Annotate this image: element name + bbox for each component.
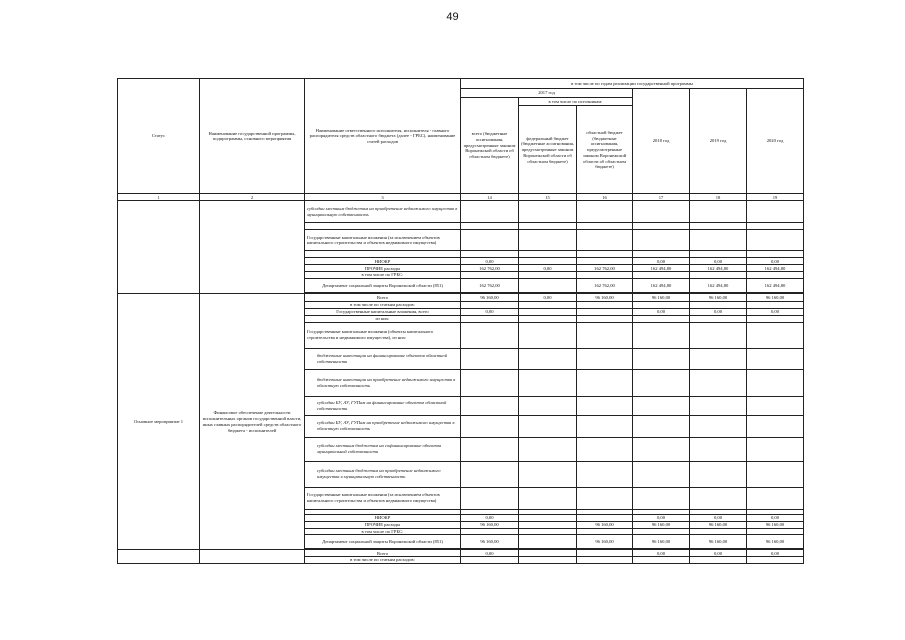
value-cell: 96 160,00 (461, 521, 519, 528)
value-cell: 162 762,00 (577, 279, 633, 293)
page-number: 49 (446, 11, 459, 23)
row-label: субсидии местным бюджетам на приобретение недвижимого имущества в муниципальную собственность (305, 461, 461, 487)
value-cell (577, 550, 633, 557)
value-cell (747, 528, 804, 535)
value-cell (633, 437, 690, 461)
value-cell: 96 160,00 (747, 535, 804, 549)
value-cell (461, 223, 519, 230)
value-cell: 96 160,00 (577, 521, 633, 528)
row-label: в том числе по ГРБС: (305, 528, 461, 535)
value-cell: 96 160,00 (577, 535, 633, 549)
value-cell (519, 521, 577, 528)
value-cell (461, 272, 519, 279)
value-cell (633, 230, 690, 251)
budget-table (117, 78, 804, 564)
value-cell (690, 437, 747, 461)
header-program: Наименование государственной программы, подпрограммы, основного мероприятия (200, 79, 305, 194)
row-label: бюджетные инвестиции на приобретение недвижимого имущества в областную собственность (305, 369, 461, 396)
value-cell: 162 762,00 (461, 279, 519, 293)
value-cell (519, 528, 577, 535)
status-cell (118, 201, 200, 294)
value-cell (519, 415, 577, 437)
row-label: НИОКР (305, 514, 461, 521)
value-cell (633, 461, 690, 487)
value-cell (690, 528, 747, 535)
value-cell (461, 251, 519, 258)
value-cell (577, 514, 633, 521)
value-cell (461, 201, 519, 223)
header-2018: 2018 год (633, 89, 690, 194)
row-label: Государственные капитальные вложения (за исключением объектов капитального строительства и объектов недвижимого имущества) (305, 230, 461, 251)
value-cell: 0,00 (633, 550, 690, 557)
value-cell: 96 160,00 (690, 294, 747, 302)
value-cell (519, 369, 577, 396)
value-cell: 162 762,00 (577, 265, 633, 272)
row-label: в том числе по ГРБС: (305, 272, 461, 279)
value-cell (577, 272, 633, 279)
value-cell (633, 223, 690, 230)
value-cell (747, 348, 804, 369)
value-cell (690, 369, 747, 396)
value-cell (747, 302, 804, 309)
row-label: ПРОЧИЕ расходы (305, 265, 461, 272)
value-cell: 0,00 (461, 514, 519, 521)
value-cell (519, 308, 577, 315)
header-by-source: в том числе по источникам: (519, 97, 633, 106)
value-cell (577, 396, 633, 415)
value-cell: 96 160,00 (690, 521, 747, 528)
value-cell: 96 160,00 (633, 535, 690, 549)
value-cell (690, 487, 747, 509)
value-cell (577, 528, 633, 535)
colnum: 17 (633, 194, 690, 201)
value-cell (747, 396, 804, 415)
value-cell: 0,00 (747, 308, 804, 315)
value-cell (633, 396, 690, 415)
value-cell (577, 557, 633, 564)
value-cell (519, 348, 577, 369)
value-cell: 0,00 (747, 550, 804, 557)
value-cell (747, 487, 804, 509)
value-cell (633, 302, 690, 309)
header-2020: 2020 год (747, 89, 804, 194)
value-cell: 0,00 (747, 514, 804, 521)
value-cell (633, 315, 690, 322)
value-cell (461, 396, 519, 415)
value-cell (747, 437, 804, 461)
row-label: Государственные капитальные вложения (объекты капитального строительства и недвижимого имущества), из них: (305, 322, 461, 348)
value-cell (305, 251, 461, 258)
row-label: Всего (305, 294, 461, 302)
value-cell: 96 160,00 (633, 294, 690, 302)
value-cell (690, 396, 747, 415)
value-cell (690, 461, 747, 487)
value-cell (519, 201, 577, 223)
value-cell: 96 160,00 (633, 521, 690, 528)
value-cell (633, 322, 690, 348)
value-cell (577, 322, 633, 348)
value-cell (519, 487, 577, 509)
row-label: субсидии БУ, АУ, ГУПам на финансирование объектов областной собственности (305, 396, 461, 415)
table-row (118, 294, 804, 302)
value-cell (633, 369, 690, 396)
value-cell (747, 369, 804, 396)
header-year-2017: 2017 год (461, 89, 633, 98)
row-label: НИОКР (305, 258, 461, 265)
row-label: Всего (305, 550, 461, 557)
value-cell (519, 514, 577, 521)
header-executor: Наименование ответственного исполнителя, исполнителя - главного распорядителя средств областного бюджета (далее - ГРБС), наименование статей расходов (305, 79, 461, 194)
row-label: бюджетные инвестиции на финансирование объектов областной собственности (305, 348, 461, 369)
value-cell: 162 494,80 (690, 279, 747, 293)
value-cell (461, 528, 519, 535)
value-cell (690, 201, 747, 223)
value-cell (690, 415, 747, 437)
row-label: субсидии БУ, АУ, ГУПам на приобретение недвижимого имущества в областную собственность (305, 415, 461, 437)
value-cell (577, 487, 633, 509)
value-cell (690, 223, 747, 230)
value-cell (577, 201, 633, 223)
colnum: 2 (200, 194, 305, 201)
value-cell (690, 302, 747, 309)
value-cell: 96 160,00 (747, 521, 804, 528)
row-label: Государственные капитальные вложения, всего (305, 308, 461, 315)
value-cell (633, 487, 690, 509)
value-cell (577, 437, 633, 461)
header-status: Статус (118, 79, 200, 194)
value-cell: 162 494,80 (633, 279, 690, 293)
value-cell (519, 322, 577, 348)
value-cell (461, 348, 519, 369)
header-2019: 2019 год (690, 89, 747, 194)
value-cell (633, 348, 690, 369)
value-cell (519, 223, 577, 230)
row-label: субсидии местным бюджетам на софинансирование объектов муниципальной собственности (305, 437, 461, 461)
value-cell (690, 230, 747, 251)
value-cell: 0,00 (633, 514, 690, 521)
value-cell (519, 279, 577, 293)
value-cell (633, 272, 690, 279)
table-row (118, 550, 804, 557)
value-cell (461, 322, 519, 348)
value-cell: 0,00 (690, 258, 747, 265)
value-cell (519, 258, 577, 265)
value-cell (577, 251, 633, 258)
colnum: 18 (690, 194, 747, 201)
value-cell (577, 258, 633, 265)
row-label: в том числе по статьям расходов: (305, 557, 461, 564)
value-cell (747, 322, 804, 348)
header-row-1 (118, 79, 804, 89)
value-cell (747, 315, 804, 322)
value-cell (461, 437, 519, 461)
value-cell (461, 302, 519, 309)
program-cell (200, 550, 305, 564)
value-cell (519, 302, 577, 309)
value-cell (461, 557, 519, 564)
column-numbers-row (118, 194, 804, 201)
row-label: из них: (305, 315, 461, 322)
value-cell (577, 369, 633, 396)
value-cell: 0,00 (519, 294, 577, 302)
value-cell: 0,00 (633, 258, 690, 265)
value-cell: 96 160,00 (461, 535, 519, 549)
status-cell: Основное мероприятие 1 (118, 294, 200, 550)
value-cell (577, 302, 633, 309)
value-cell: 0,00 (633, 308, 690, 315)
value-cell: 162 494,80 (633, 265, 690, 272)
value-cell (690, 348, 747, 369)
value-cell (577, 315, 633, 322)
value-cell (747, 557, 804, 564)
value-cell (577, 308, 633, 315)
value-cell (519, 437, 577, 461)
row-label: Департамент социальной защиты Воронежской области (851) (305, 535, 461, 549)
value-cell (633, 415, 690, 437)
value-cell (519, 396, 577, 415)
value-cell: 0,00 (690, 514, 747, 521)
value-cell (461, 415, 519, 437)
header-total: всего (бюджетные ассигнования, предусмотренные законом Воронежской области об областном бюджете) (461, 97, 519, 194)
value-cell: 96 160,00 (747, 294, 804, 302)
value-cell (577, 223, 633, 230)
value-cell: 0,00 (519, 265, 577, 272)
row-label: Департамент социальной защиты Воронежской области (851) (305, 279, 461, 293)
colnum: 3 (305, 194, 461, 201)
value-cell (747, 201, 804, 223)
value-cell: 96 160,00 (461, 294, 519, 302)
value-cell (690, 557, 747, 564)
value-cell (747, 461, 804, 487)
header-years-title: в том числе по годам реализации государственной программы (461, 79, 804, 89)
colnum: 15 (519, 194, 577, 201)
value-cell (690, 315, 747, 322)
value-cell (690, 251, 747, 258)
row-label: Государственные капитальные вложения (за исключением объектов капитального строительства и объектов недвижимого имущества) (305, 487, 461, 509)
value-cell (747, 272, 804, 279)
colnum: 16 (577, 194, 633, 201)
program-cell: Финансовое обеспечение деятельности исполнительных органов государственной власти, иных главных распорядителей средств областного бюджета - исполнителей (200, 294, 305, 550)
value-cell: 0,00 (747, 258, 804, 265)
value-cell (519, 550, 577, 557)
header-federal: федеральный бюджет (бюджетные ассигнования, предусмотренные законом Воронежской области об областном бюджете) (519, 106, 577, 194)
value-cell (633, 557, 690, 564)
value-cell (305, 223, 461, 230)
colnum: 1 (118, 194, 200, 201)
value-cell (519, 557, 577, 564)
value-cell (747, 251, 804, 258)
value-cell: 0,00 (690, 308, 747, 315)
value-cell: 0,00 (461, 308, 519, 315)
value-cell: 162 494,80 (690, 265, 747, 272)
colnum: 14 (461, 194, 519, 201)
value-cell (747, 415, 804, 437)
value-cell (519, 272, 577, 279)
value-cell: 96 160,00 (690, 535, 747, 549)
value-cell (747, 223, 804, 230)
value-cell: 0,00 (461, 550, 519, 557)
value-cell (577, 415, 633, 437)
value-cell (519, 535, 577, 549)
colnum: 19 (747, 194, 804, 201)
value-cell (633, 201, 690, 223)
value-cell (577, 461, 633, 487)
value-cell (577, 348, 633, 369)
value-cell (461, 230, 519, 251)
value-cell: 0,00 (690, 550, 747, 557)
table-row (118, 201, 804, 223)
value-cell (519, 251, 577, 258)
row-label: в том числе по статьям расходов: (305, 302, 461, 309)
value-cell (577, 230, 633, 251)
value-cell (633, 251, 690, 258)
value-cell (747, 230, 804, 251)
value-cell (461, 315, 519, 322)
value-cell (690, 322, 747, 348)
value-cell (519, 315, 577, 322)
row-label: субсидии местным бюджетам на приобретение недвижимого имущества в муниципальную собственность (305, 201, 461, 223)
program-cell (200, 201, 305, 294)
header-regional: областной бюджет (бюджетные ассигнования, предусмотренные законом Воронежской области об областном бюджете) (577, 106, 633, 194)
value-cell: 162 494,80 (747, 279, 804, 293)
value-cell: 162 494,80 (747, 265, 804, 272)
value-cell (461, 369, 519, 396)
value-cell: 96 160,00 (577, 294, 633, 302)
value-cell (519, 461, 577, 487)
value-cell: 162 762,00 (461, 265, 519, 272)
value-cell (633, 528, 690, 535)
value-cell: 0,00 (461, 258, 519, 265)
value-cell (690, 272, 747, 279)
value-cell (461, 487, 519, 509)
row-label: ПРОЧИЕ расходы (305, 521, 461, 528)
value-cell (519, 230, 577, 251)
status-cell (118, 550, 200, 564)
value-cell (461, 461, 519, 487)
